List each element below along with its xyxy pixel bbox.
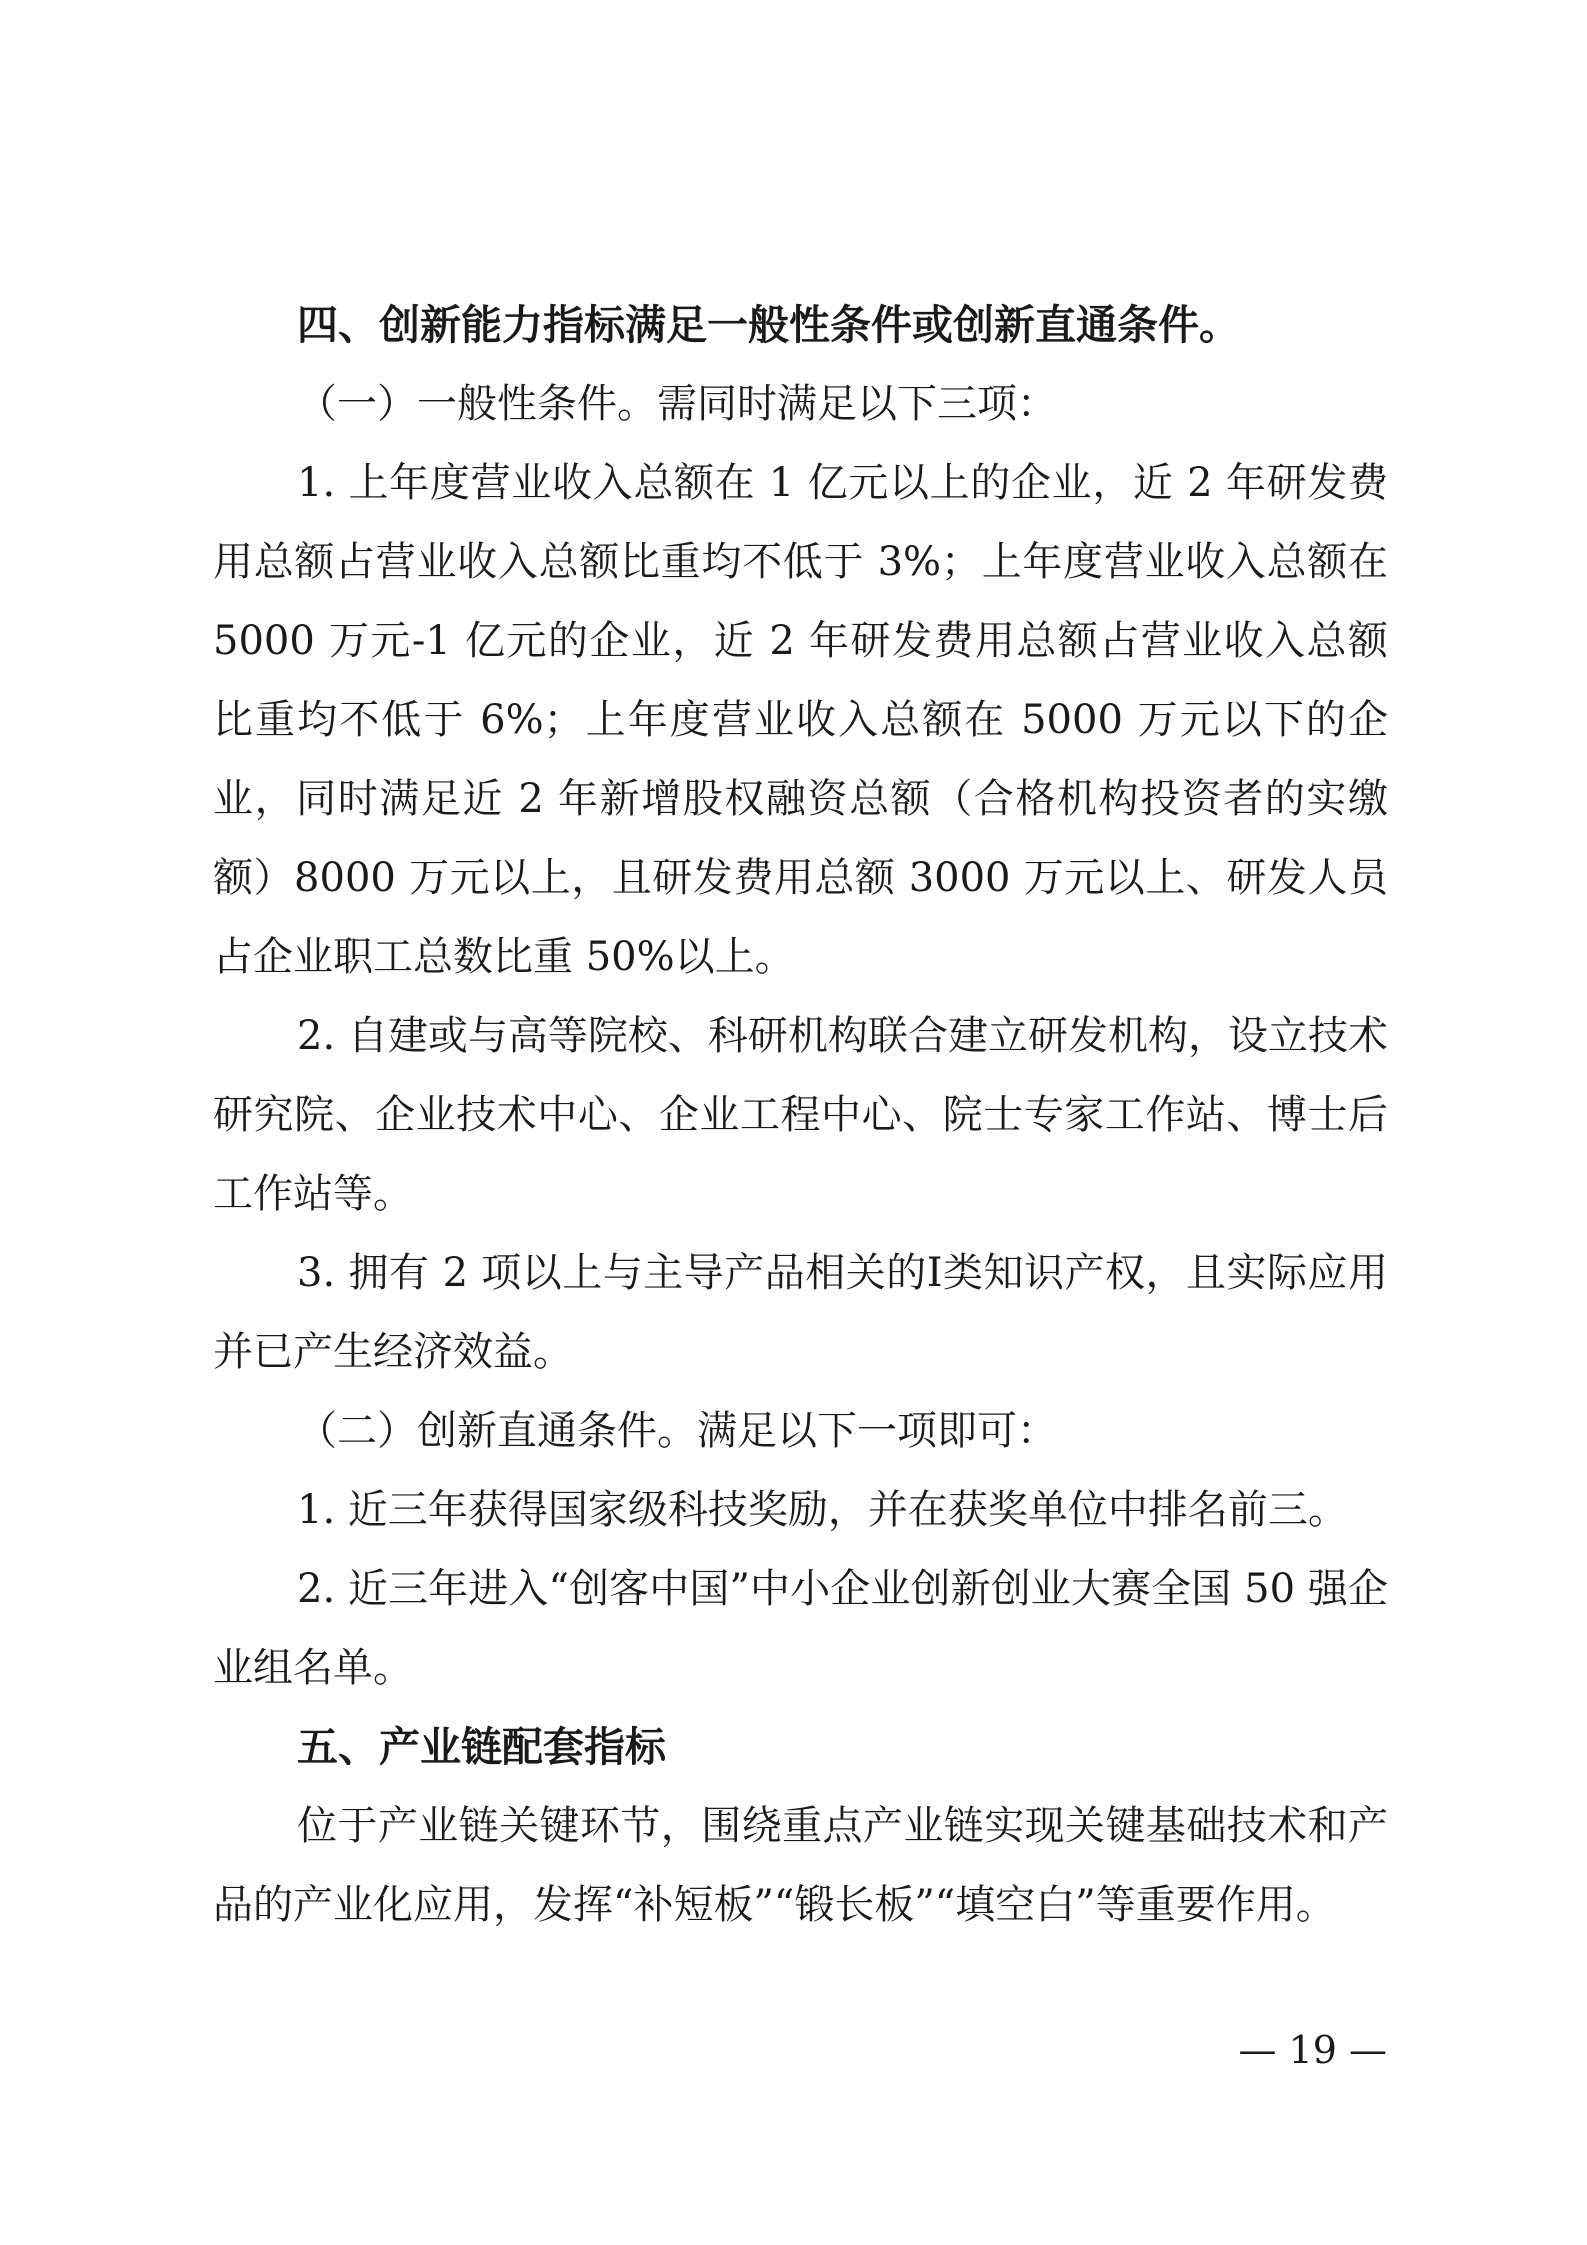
direct-condition-item-1: 1. 近三年获得国家级科技奖励，并在获奖单位中排名前三。 — [297, 1487, 1348, 1533]
section-4-heading: 四、创新能力指标满足一般性条件或创新直通条件。 — [297, 301, 1240, 349]
general-conditions-title: （一）一般性条件。需同时满足以下三项： — [297, 381, 1057, 427]
general-condition-item-2: 2. 自建或与高等院校、科研机构联合建立研发机构，设立技术研究院、企业技术中心、企业工程中心、院士专家工作站、博士后工作站等。 — [213, 1013, 1388, 1217]
page-number: — 19 — — [1238, 2028, 1387, 2072]
general-condition-item-3: 3. 拥有 2 项以上与主导产品相关的Ⅰ类知识产权，且实际应用并已产生经济效益。 — [213, 1250, 1388, 1375]
section-5-heading: 五、产业链配套指标 — [297, 1723, 666, 1771]
section-5-body: 位于产业链关键环节，围绕重点产业链实现关键基础技术和产品的产业化应用，发挥“补短板”“锻长板”“填空白”等重要作用。 — [213, 1803, 1388, 1928]
direct-conditions-title: （二）创新直通条件。满足以下一项即可： — [297, 1408, 1057, 1454]
direct-condition-item-2: 2. 近三年进入“创客中国”中小企业创新创业大赛全国 50 强企业组名单。 — [213, 1566, 1388, 1691]
document-body — [213, 286, 1388, 1945]
general-condition-item-1: 1. 上年度营业收入总额在 1 亿元以上的企业，近 2 年研发费用总额占营业收入总额比重均不低于 3%；上年度营业收入总额在 5000 万元-1 亿元的企业，近 2 年研发费用总额占营业收入总额比重均不低于 6%；上年度营业收入总额在 5000 万元以下的企业，同时满足近 2 年新增股权融资总额（合格机构投资者的实缴额）8000 万元以上，且研发费用总额 3000 万元以上、研发人员占企业职工总数比重 50%以上。 — [213, 460, 1388, 980]
